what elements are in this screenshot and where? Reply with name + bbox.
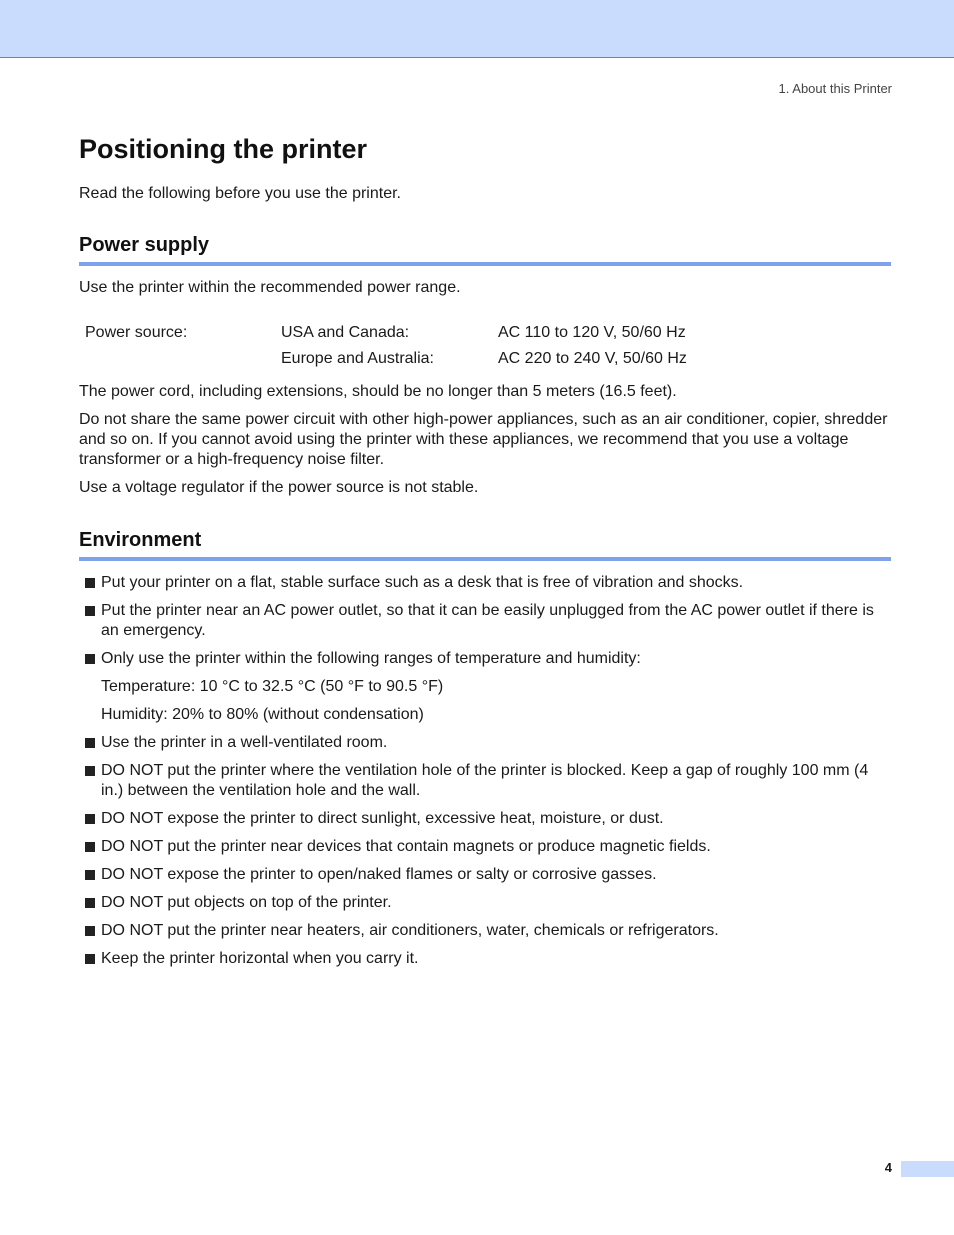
power-region: USA and Canada: xyxy=(281,324,410,341)
square-bullet-icon xyxy=(85,606,95,616)
list-subitem: Humidity: 20% to 80% (without condensation) xyxy=(101,706,424,723)
list-subitem: Temperature: 10 °C to 32.5 °C (50 °F to 90.5 °F) xyxy=(101,678,444,695)
running-header: 1. About this Printer xyxy=(778,81,892,96)
list-item: DO NOT put the printer where the ventilation hole of the printer is blocked. Keep a gap of roughly 100 mm (4 in.) between the ventilation hole and the wall. xyxy=(79,761,891,801)
list-item: DO NOT put objects on top of the printer. xyxy=(79,893,891,913)
square-bullet-icon xyxy=(85,870,95,880)
header-band xyxy=(0,0,954,58)
list-item: Only use the printer within the following ranges of temperature and humidity: xyxy=(79,649,891,669)
power-supply-heading: Power supply xyxy=(79,234,891,266)
power-paragraph: Use a voltage regulator if the power source is not stable. xyxy=(79,479,479,496)
page-number-tab xyxy=(901,1161,954,1177)
square-bullet-icon xyxy=(85,814,95,824)
list-item: Use the printer in a well-ventilated room. xyxy=(79,733,891,753)
environment-heading: Environment xyxy=(79,529,891,561)
square-bullet-icon xyxy=(85,926,95,936)
power-region: Europe and Australia: xyxy=(281,350,434,367)
square-bullet-icon xyxy=(85,766,95,776)
list-item: Put the printer near an AC power outlet, so that it can be easily unplugged from the AC power outlet if there is an emergency. xyxy=(79,601,891,641)
power-value: AC 110 to 120 V, 50/60 Hz xyxy=(498,324,686,341)
page-number: 4 xyxy=(884,1160,892,1175)
square-bullet-icon xyxy=(85,654,95,664)
power-source-label: Power source: xyxy=(85,324,188,341)
power-value: AC 220 to 240 V, 50/60 Hz xyxy=(498,350,687,367)
square-bullet-icon xyxy=(85,954,95,964)
square-bullet-icon xyxy=(85,898,95,908)
power-supply-lead: Use the printer within the recommended power range. xyxy=(79,279,461,296)
environment-list xyxy=(79,573,891,977)
square-bullet-icon xyxy=(85,842,95,852)
square-bullet-icon xyxy=(85,578,95,588)
page-title: Positioning the printer xyxy=(79,134,367,164)
square-bullet-icon xyxy=(85,738,95,748)
list-item: DO NOT expose the printer to open/naked flames or salty or corrosive gasses. xyxy=(79,865,891,885)
power-paragraph: The power cord, including extensions, should be no longer than 5 meters (16.5 feet). xyxy=(79,383,677,400)
list-item: Keep the printer horizontal when you carry it. xyxy=(79,949,891,969)
list-item: DO NOT put the printer near devices that contain magnets or produce magnetic fields. xyxy=(79,837,891,857)
list-item: Put your printer on a flat, stable surface such as a desk that is free of vibration and shocks. xyxy=(79,573,891,593)
list-item: DO NOT expose the printer to direct sunlight, excessive heat, moisture, or dust. xyxy=(79,809,891,829)
power-paragraph: Do not share the same power circuit with other high-power appliances, such as an air conditioner, copier, shredder and so on. If you cannot avoid using the printer with these appliances, we recommend that you use a voltage transformer or a high-frequency noise filter. xyxy=(79,411,888,468)
intro-text: Read the following before you use the printer. xyxy=(79,185,401,202)
list-item: DO NOT put the printer near heaters, air conditioners, water, chemicals or refrigerators. xyxy=(79,921,891,941)
